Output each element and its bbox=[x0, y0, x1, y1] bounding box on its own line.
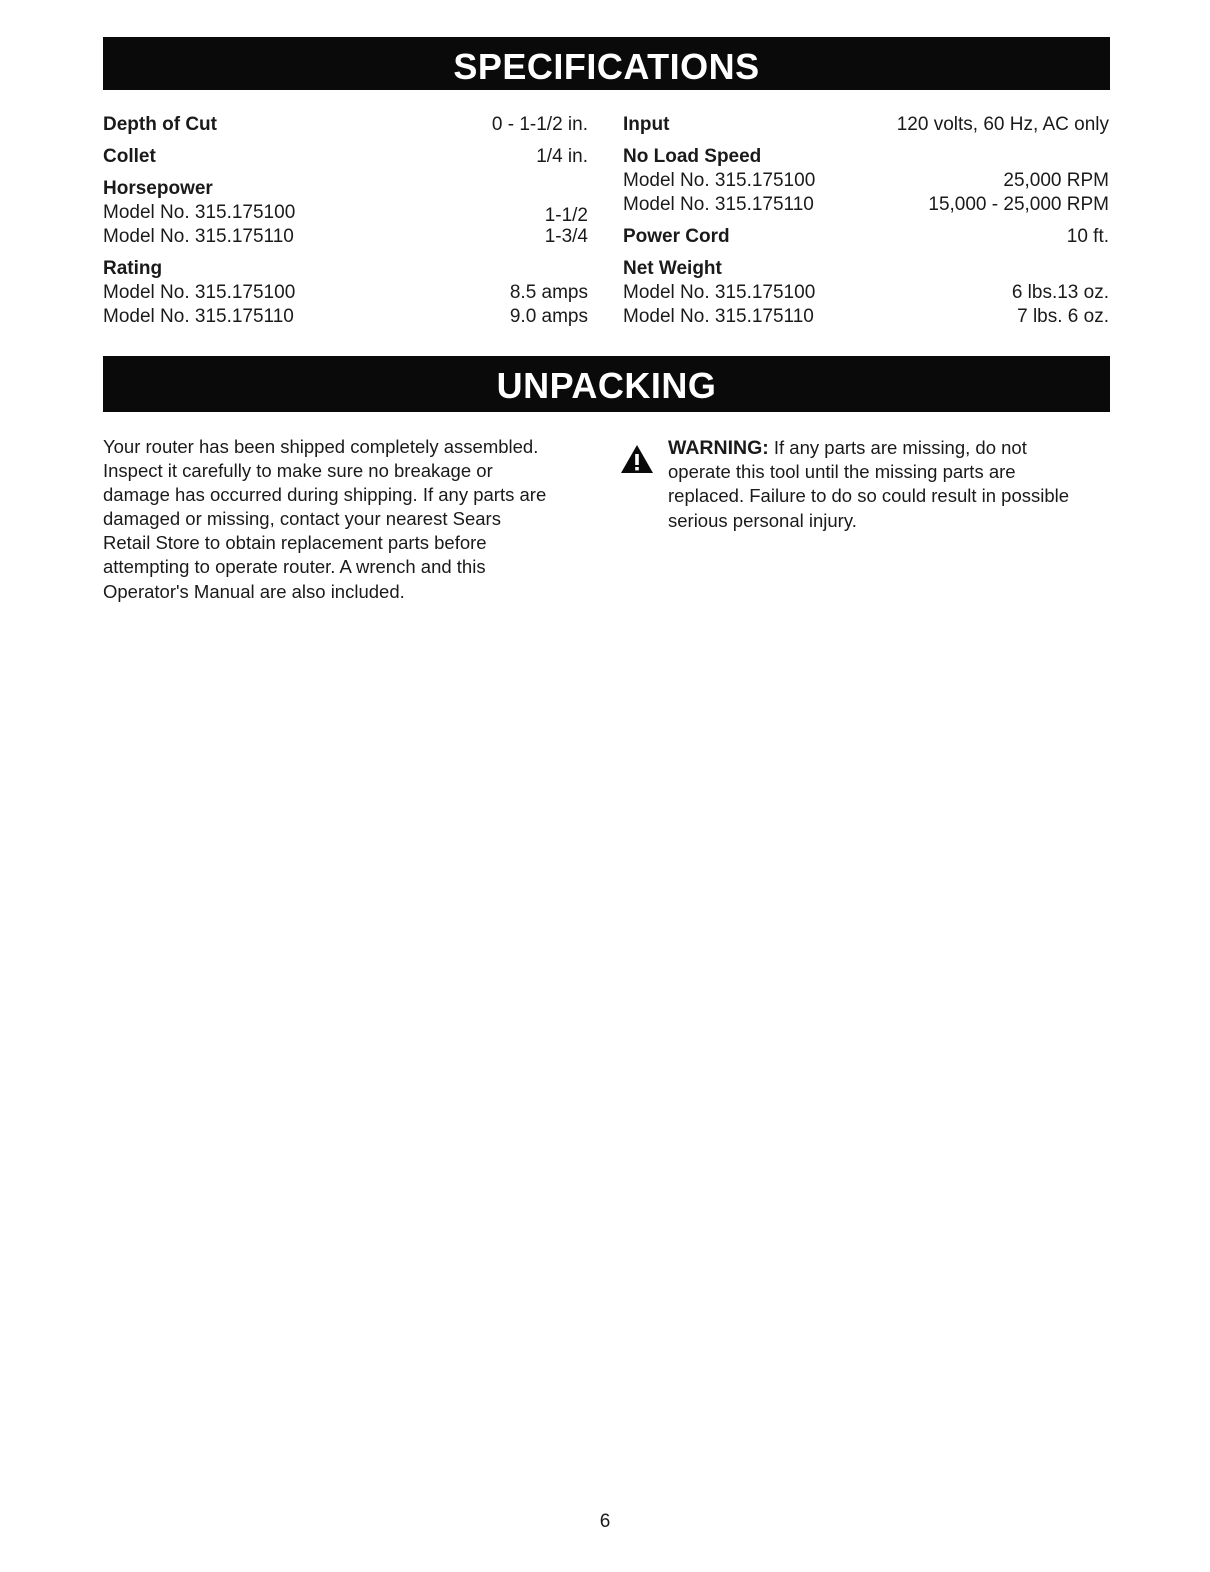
spec-model-row bbox=[103, 281, 588, 305]
specifications-left-column bbox=[103, 113, 588, 338]
spec-row-collet bbox=[103, 145, 588, 169]
spec-model-row bbox=[103, 225, 588, 249]
model-number: Model No. 315.175100 bbox=[623, 170, 816, 191]
spec-value: 9.0 amps bbox=[509, 306, 588, 327]
spec-row-input bbox=[623, 113, 1109, 137]
warning-label: WARNING: bbox=[668, 437, 769, 459]
spec-label: Power Cord bbox=[623, 226, 730, 247]
spec-heading-rating bbox=[103, 257, 588, 281]
warning-triangle-icon bbox=[620, 444, 654, 474]
unpacking-banner: UNPACKING bbox=[103, 356, 1110, 412]
spec-value: 10 ft. bbox=[1066, 226, 1109, 247]
model-number: Model No. 315.175110 bbox=[623, 194, 814, 215]
spec-row-depth-of-cut bbox=[103, 113, 588, 137]
model-number: Model No. 315.175100 bbox=[623, 282, 816, 303]
spec-label: Horsepower bbox=[103, 178, 213, 199]
spec-model-row bbox=[623, 305, 1109, 329]
warning-body: If any parts are missing, do not operate this tool until the missing parts are replaced. Failure to do so could result in possible serious personal injury. bbox=[668, 437, 1070, 531]
model-number: Model No. 315.175100 bbox=[103, 202, 296, 223]
spec-heading-no-load-speed bbox=[623, 145, 1109, 169]
spec-value: 1-3/4 bbox=[544, 226, 588, 247]
spec-label: Depth of Cut bbox=[103, 114, 217, 135]
warning-text bbox=[668, 436, 1069, 533]
spec-model-row bbox=[623, 193, 1109, 217]
spec-value: 15,000 - 25,000 RPM bbox=[928, 194, 1109, 215]
spec-value: 7 lbs. 6 oz. bbox=[1017, 306, 1109, 327]
spec-model-row bbox=[623, 281, 1109, 305]
spec-heading-horsepower bbox=[103, 177, 588, 201]
spec-heading-net-weight bbox=[623, 257, 1109, 281]
model-number: Model No. 315.175100 bbox=[103, 282, 296, 303]
spec-label: Input bbox=[623, 114, 670, 135]
spec-value: 120 volts, 60 Hz, AC only bbox=[896, 114, 1109, 135]
spec-model-row bbox=[103, 305, 588, 329]
spec-label: Rating bbox=[103, 258, 163, 279]
model-number: Model No. 315.175110 bbox=[103, 306, 294, 327]
warning-block bbox=[620, 436, 1120, 546]
model-number: Model No. 315.175110 bbox=[623, 306, 814, 327]
page-number: 6 bbox=[599, 1511, 611, 1532]
spec-model-row bbox=[623, 169, 1109, 193]
unpacking-paragraph: Your router has been shipped completely assembled. Inspect it carefully to make sure no breakage or damage has occurred during shipping. If any parts are damaged or missing, contact your nearest Sears Retail Store to obtain replacement parts before attempting to operate router. A wrench and this Operator's Manual are also included. bbox=[103, 436, 547, 602]
spec-value: 25,000 RPM bbox=[1003, 170, 1109, 191]
spec-value: 6 lbs.13 oz. bbox=[1011, 282, 1109, 303]
specifications-right-column bbox=[623, 113, 1109, 338]
spec-value: 1/4 in. bbox=[536, 146, 588, 167]
spec-model-row bbox=[103, 201, 588, 225]
spec-value: 0 - 1-1/2 in. bbox=[491, 114, 588, 135]
spec-label: Net Weight bbox=[623, 258, 722, 279]
specifications-banner: SPECIFICATIONS bbox=[103, 37, 1110, 90]
model-number: Model No. 315.175110 bbox=[103, 226, 294, 247]
spec-label: Collet bbox=[103, 146, 156, 167]
spec-row-power-cord bbox=[623, 225, 1109, 249]
spec-value: 8.5 amps bbox=[509, 282, 588, 303]
spec-value: 1-1/2 bbox=[544, 205, 588, 226]
spec-label: No Load Speed bbox=[623, 146, 762, 167]
